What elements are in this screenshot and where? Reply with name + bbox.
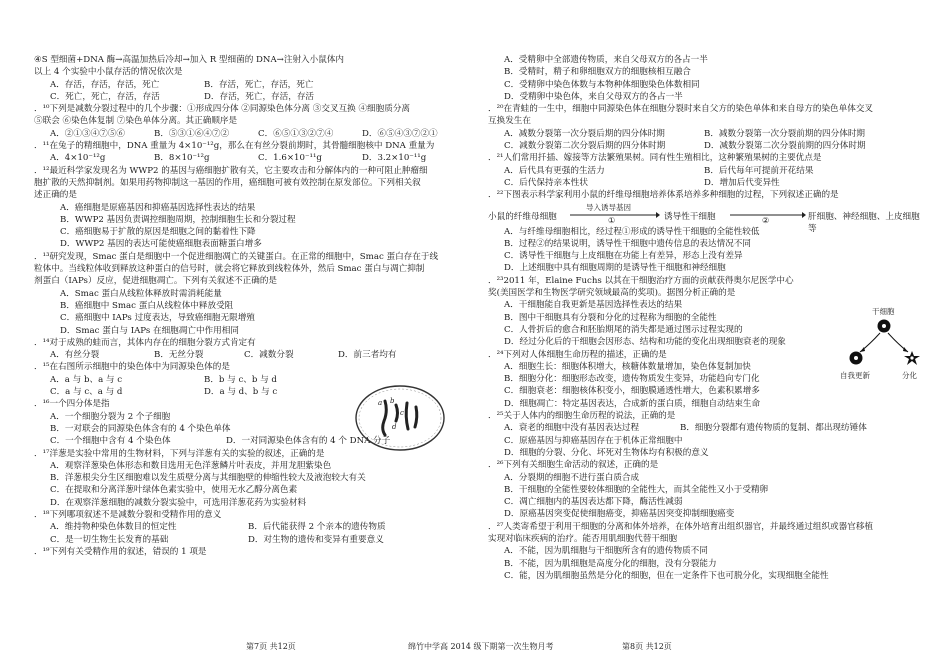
chromosome-label-b: b (390, 397, 395, 405)
option-item: C．癌细胞易于扩散的原因是细胞之间的黏着性下降 (60, 227, 256, 238)
flow-start: 小鼠的纤维母细胞 (488, 211, 557, 222)
option-row: C．一个细胞中含有 4 个染色体 D．一对同源染色体含有的 4 个 DNA 分子 (50, 436, 391, 447)
flow-step-2: ② (762, 215, 770, 225)
option-item: A．Smac 蛋白从线粒体释放时需消耗能量 (60, 288, 222, 299)
exam-title-footer: 绵竹中学高 2014 级下期第一次生物月考 (408, 642, 554, 651)
option-item: C．凋亡细胞内的基因表达都下降，酶活性减弱 (504, 497, 683, 508)
option-item: D．细胞的分裂、分化、坏死对生物体均有积极的意义 (504, 447, 709, 458)
option-item: A．细胞生长：细胞体积增大，核糖体数量增加，染色体复制加快 (504, 361, 751, 372)
stem-cell-figure (836, 306, 936, 386)
option-item: D．细胞凋亡：特定基因表达，合成新的蛋白质，细胞自动结束生命 (504, 398, 761, 409)
option-item: C．细胞衰老：细胞核体积变小，细胞膜通透性增大，色素积累增多 (504, 386, 760, 397)
option-row: A．a 与 b、a 与 c B．b 与 c、b 与 d (50, 374, 277, 385)
option-item: A．不能，因为肌细胞与干细胞所含有的遗传物质不同 (504, 546, 708, 557)
question-line: ⑤联会 ⑥染色体复制 ⑦染色单体分离。其正确顺序是 (34, 116, 238, 127)
option-item: B．细胞分化：细胞形态改变，遗传物质发生变异，功能趋向专门化 (504, 374, 760, 385)
question-11: ．¹¹在兔子的精细胞中，DNA 重量为 4×10⁻¹²g，那么在有丝分裂前期时，其骨髓细胞核中 DNA 重量为 (34, 141, 435, 152)
question-line: 述正确的是 (34, 190, 77, 201)
flow-end: 肝细胞、神经细胞、上皮细胞等 (808, 211, 920, 234)
question-line: 以上 4 个实验中小鼠存活的情况依次是 (34, 67, 183, 78)
option-item: A．一个细胞分裂为 2 个子细胞 (50, 411, 171, 422)
option-item: D．WWP2 基因的表达可能使癌细胞表面糖蛋白增多 (60, 239, 262, 250)
question-line: 剂蛋白（IAPs）反应，促进细胞凋亡。下列有关叙述不正确的是 (34, 276, 278, 287)
option-item: B．WWP2 基因负责调控细胞周期，控制细胞生长和分裂过程 (60, 214, 296, 225)
option-item: A．分裂期的细胞不进行蛋白质合成 (504, 472, 640, 483)
question-23: ．²³2011 年，Elaine Fuchs 以其在干细胞治疗方面的贡献获得奥尔尼医学中心 (488, 275, 794, 286)
option-item: B．图中干细胞具有分裂和分化的过程称为细胞的全能性 (504, 312, 717, 323)
flow-arrow-label: 导入诱导基因 (586, 202, 631, 212)
option-item: A．受精卵中全部遗传物质，来自父母双方的各占一半 (504, 55, 708, 65)
question-12: ．¹²最近科学家发现名为 WWP2 的基因与癌细胞扩散有关，它主要攻击和分解体内的一种可阻止肿瘤细 (34, 165, 428, 176)
option-item: B．过程②的结果说明，诱导性干细胞中遗传信息的表达情况不同 (504, 238, 751, 249)
option-item: A．癌细胞是原癌基因和抑癌基因选择性表达的结果 (60, 202, 256, 213)
option-row: A．后代具有更强的生活力 B．后代每年可提前开花结果 (504, 165, 814, 176)
question-line: 胞扩散的天然抑制剂。如果用药物抑制这一基因的作用，癌细胞可被有效控制在原发部位。下列相关叙 (34, 177, 421, 188)
option-item: B．受精时，精子和卵细胞双方的细胞核相互融合 (504, 67, 691, 78)
question-10: ．¹⁰下列是减数分裂过程中的几个步骤：①形成四分体 ②同源染色体分离 ③交叉互换 ④细胞质分离 (34, 104, 411, 115)
option-row: C．减数分裂第二次分裂后期的四分体时期 D．减数分裂第二次分裂前期的四分体时期 (504, 141, 866, 152)
option-row: C．a 与 c、a 与 d D．a 与 d、b 与 c (50, 387, 278, 398)
option-item: C．原癌基因与抑癌基因存在于机体正常细胞中 (504, 435, 683, 446)
chromosome-label-c: c (400, 409, 404, 417)
question-16: ．¹⁶一个四分体是指 (34, 399, 110, 410)
question-line: 奖(美国医学和生物医学研究领域最高的奖项)。据图分析正确的是 (488, 288, 736, 299)
option-row: A．②①③④⑦⑤⑥ B．⑤③①⑥④⑦② C．⑥⑤①③②⑦④ D．⑥⑤④③⑦②① (50, 128, 438, 139)
option-item: D．经过分化后的干细胞会因形态、结构和功能的变化出现细胞衰老的现象 (504, 337, 786, 348)
self-renewal-label: 自我更新 (840, 371, 870, 380)
option-item: B．干细胞的全能性要较体细胞的全能性大，而其全能性又小于受精卵 (504, 484, 769, 495)
option-item: D．受精卵中染色体，来自父母双方的各占一半 (504, 91, 683, 102)
left-column (34, 54, 474, 558)
option-item: A．干细胞能自我更新是基因选择性表达的结果 (504, 300, 683, 311)
option-item: B．不能，因为肌细胞是高度分化的细胞，没有分裂能力 (504, 558, 717, 569)
differentiation-label: 分化 (902, 371, 917, 380)
option-item: A．观察洋葱染色体形态和数目选用无色洋葱鳞片叶表皮，并用龙胆紫染色 (50, 460, 332, 471)
question-17: ．¹⁷洋葱是实验中常用的生物材料，下列与洋葱有关的实验的叙述，正确的是 (34, 448, 325, 459)
option-item: D．在观察洋葱细胞的减数分裂实验中，可选用洋葱花药为实验材料 (50, 497, 307, 508)
option-row: A．维持物种染色体数目的恒定性 B．后代能获得 2 个亲本的遗传物质 (50, 522, 386, 533)
option-row: A．有丝分裂 B．无丝分裂 C．减数分裂 D．前三者均有 (50, 350, 397, 361)
page-number-right: 第8页 共12页 (622, 642, 672, 651)
question-line: 互换发生在 (488, 116, 531, 127)
chromosome-cell-figure (352, 383, 448, 453)
option-item: D．原癌基因突变促使细胞癌变，抑癌基因突变抑制细胞癌变 (504, 509, 735, 520)
question-24: ．²⁴下列对人体细胞生命历程的描述，正确的是 (488, 349, 667, 360)
option-item: C．在提取和分离洋葱叶绿体色素实验中，使用无水乙醇分离色素 (50, 485, 298, 496)
option-item: B．癌细胞中 Smac 蛋白从线粒体中释放受阻 (60, 300, 234, 311)
option-row: A．减数分裂第一次分裂后期的四分体时期 B．减数分裂第一次分裂前期的四分体时期 (504, 128, 866, 139)
option-item: D．上述细胞中具有细胞周期的是诱导性干细胞和神经细胞 (504, 263, 726, 274)
option-item: C．癌细胞中 IAPs 过度表达，导致癌细胞无限增殖 (60, 313, 255, 324)
option-item: C．受精卵中染色体数与本物种体细胞染色体数相同 (504, 79, 700, 90)
page-number-left: 第7页 共12页 (246, 642, 296, 651)
chromosome-label-a: a (378, 399, 383, 407)
option-item: A．与纤维母细胞相比，经过程①形成的诱导性干细胞的全能性较低 (504, 226, 760, 237)
option-row: C．是一切生物生长发育的基础 D．对生物的遗传和变异有重要意义 (50, 534, 384, 545)
question-line: 粒体中。当线粒体收到释放这种蛋白的信号时，就会将它释放到线粒体外，然后 Smac 蛋白与凋亡抑制 (34, 264, 425, 275)
question-line: 实现对临床疾病的治疗。能否用肌细胞代替干细胞 (488, 533, 678, 544)
flow-step-1: ① (608, 215, 616, 225)
question-15: ．¹⁵在右图所示细胞中的染色体中为同源染色体的是 (34, 362, 230, 373)
flow-mid: 诱导性干细胞 (664, 211, 716, 222)
question-22: ．²²下图表示科学家利用小鼠的纤维母细胞培养体系培养多种细胞的过程，下列叙述正确的是 (488, 190, 839, 201)
option-item: B．一对联会的同源染色体含有的 4 个染色单体 (50, 423, 231, 434)
stem-cell-label: 干细胞 (872, 307, 895, 316)
question-26: ．²⁶下列有关细胞生命活动的叙述，正确的是 (488, 460, 659, 471)
question-line: ④S 型细菌+DNA 酶→高温加热后冷却→加入 R 型细菌的 DNA→注射入小鼠体内 (34, 55, 345, 65)
option-row: C．死亡，死亡，存活，存活 D．存活，死亡，存活，存活 (50, 91, 315, 102)
question-18: ．¹⁸下列哪项叙述不是减数分裂和受精作用的意义 (34, 509, 222, 520)
chromosome-label-d: d (392, 423, 397, 431)
option-item: C．诱导性干细胞与上皮细胞在功能上有差异，形态上没有差异 (504, 251, 743, 262)
option-item: D．Smac 蛋白与 IAPs 在细胞凋亡中作用相同 (60, 325, 239, 336)
question-21: ．²¹人们常用扦插、嫁接等方法繁殖果树。同有性生殖相比，这种繁殖果树的主要优点是 (488, 153, 822, 164)
option-item: B．洋葱根尖分生区细胞难以发生质壁分离与其细胞壁的伸缩性较大及液泡较大有关 (50, 473, 366, 484)
option-row: A．衰老的细胞中没有基因表达过程 B．细胞分裂都有遗传物质的复制、都出现纺锤体 (504, 423, 867, 434)
option-row: C．后代保持亲本性状 D．增加后代变异性 (504, 177, 780, 188)
option-item: C．人骨折后的愈合和胚胎期尾的消失都是通过图示过程实现的 (504, 324, 743, 335)
question-27: ．²⁷人类寄希望于利用干细胞的分离和体外培养，在体外培育出组织器官，并最终通过组织或器官移植 (488, 521, 874, 532)
option-row: A．4×10⁻¹²g B．8×10⁻¹²g C．1.6×10⁻¹¹g D．3.2×10⁻¹¹g (50, 153, 427, 164)
option-item: C．能，因为肌细胞虽然是分化的细胞，但在一定条件下也可脱分化，实现细胞全能性 (504, 570, 829, 581)
question-13: ．¹³研究发现，Smac 蛋白是细胞中一个促进细胞凋亡的关键蛋白。在正常的细胞中，Smac 蛋白存在于线 (34, 251, 439, 262)
question-25: ．²⁵关于人体内的细胞生命历程的说法，正确的是 (488, 411, 676, 422)
question-20: ．²⁰在青蛙的一生中，细胞中同源染色体在细胞分裂时来自父方的染色单体和来自母方的染色单体交叉 (488, 104, 874, 115)
question-14: ．¹⁴对于成熟的蛙而言，其体内存在的细胞分裂方式肯定有 (34, 337, 256, 348)
question-19: ．¹⁹下列有关受精作用的叙述，错误的 1 项是 (34, 546, 207, 557)
option-row: A．存活，存活，存活，死亡 B．存活，死亡，存活，死亡 (50, 79, 314, 90)
